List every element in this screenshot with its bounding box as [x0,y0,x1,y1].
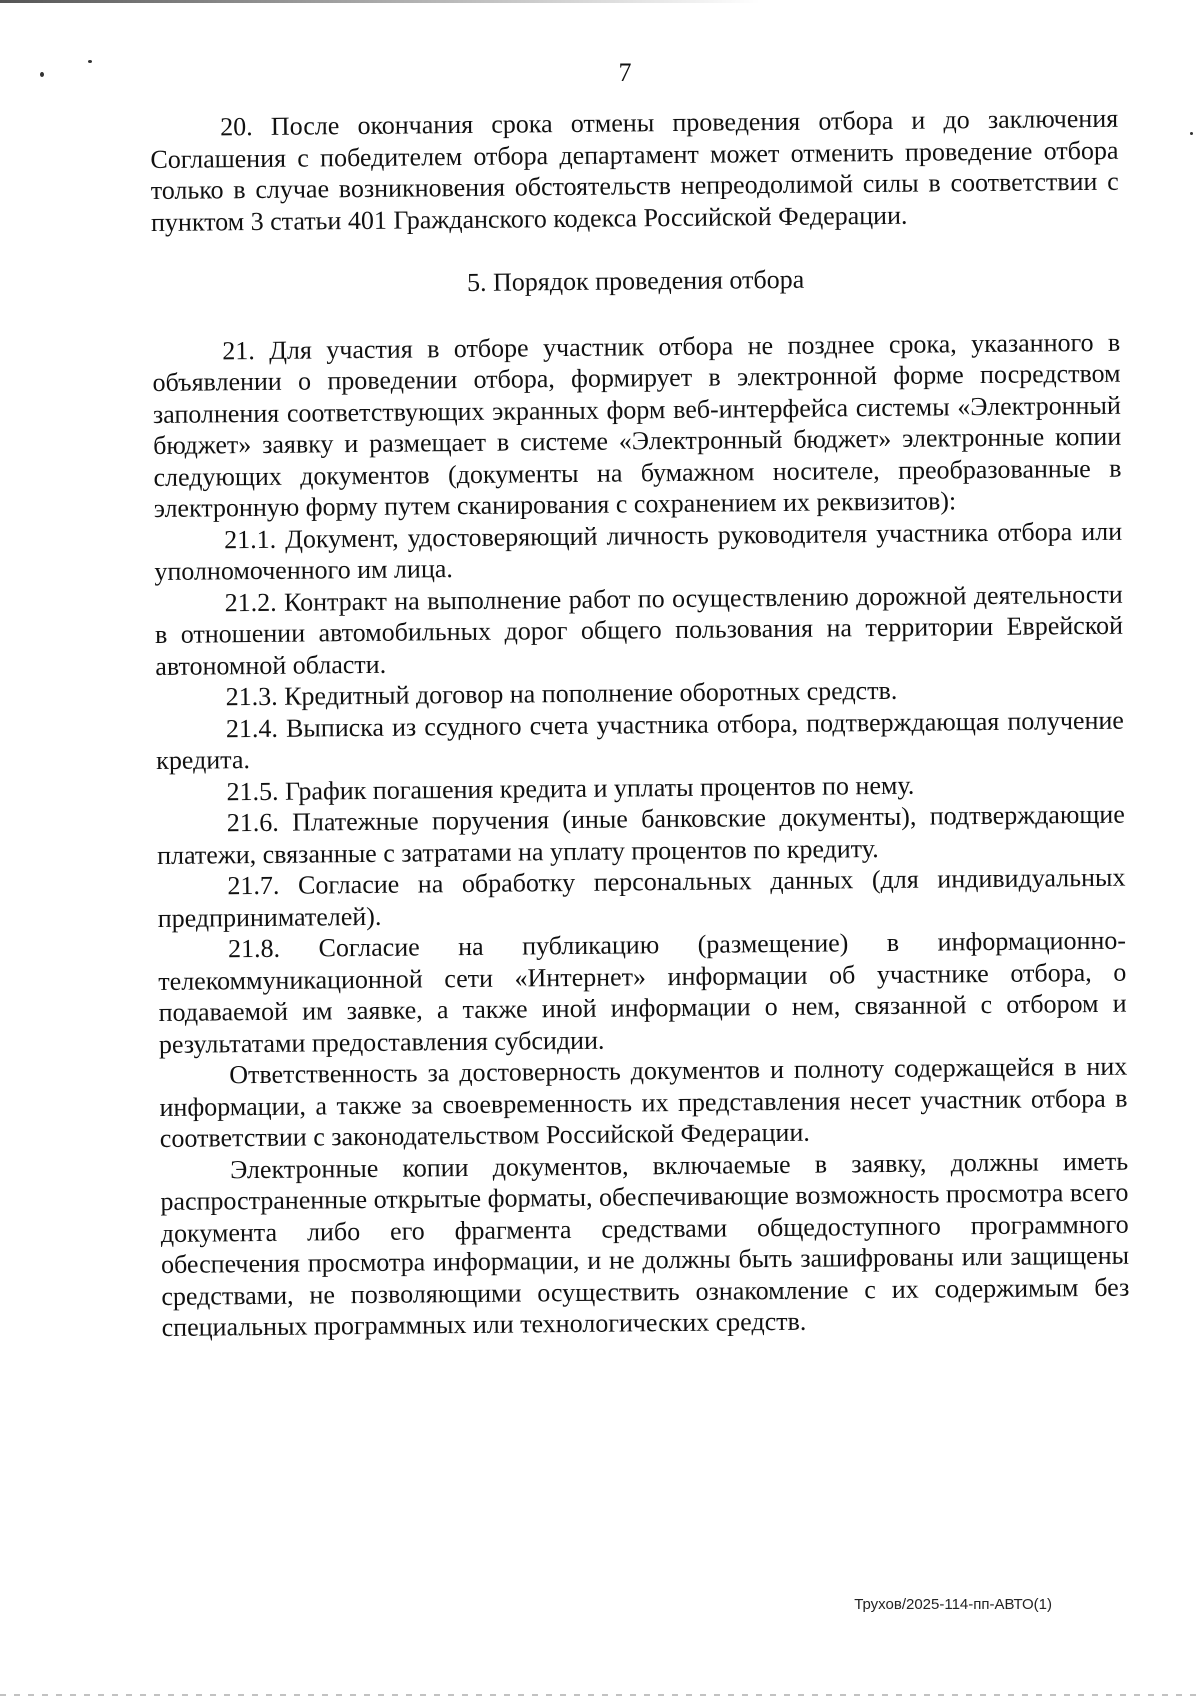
scan-edge-bottom [0,1694,1200,1696]
paragraph-21-1: 21.1. Документ, удостоверяющий личность руководителя участника отбора или уполномоченного им лица. [154,516,1123,586]
paragraph-21-2: 21.2. Контракт на выполнение работ по осуществлению дорожной деятельности в отношении автомобильных дорог общего пользования на территории Еврейской автономной области. [154,579,1124,681]
paragraph-20: 20. После окончания срока отмены проведения отбора и до заключения Соглашения с победителем отбора департамент может отменить проведение отбора только в случае возникновения обстоятельств непреодолимой силы в соответствии с пунктом 3 статьи 401 Гражданского кодекса Российской Федерации. [150,103,1119,237]
paragraph-21-6: 21.6. Платежные поручения (иные банковские документы), подтверждающие платежи, связанные с затратами на уплату процентов по кредиту. [156,799,1125,870]
paragraph-21-4: 21.4. Выписка из ссудного счета участника отбора, подтверждающая получение кредита. [156,705,1125,775]
paragraph-21-8: 21.8. Согласие на публикацию (размещение) в информационно-телекоммуникационной сети «Интернет» информации об участнике отбора, о подаваемой им заявке, а также иной информации о нем, связанной с отбором и результатами предоставления субсидии. [158,925,1127,1059]
document-body [150,103,1130,1344]
paragraph-21-7: 21.7. Согласие на обработку персональных данных (для индивидуальных предпринимателей). [157,862,1126,933]
scan-edge-top [0,0,760,3]
scan-speck [1190,132,1193,135]
paragraph-responsibility: Ответственность за достоверность документов и полноту содержащейся в них информации, а также за своевременность их представления несет участник отбора в соответствии с законодательством Российской Федерации. [159,1051,1128,1153]
paragraph-21-5: 21.5. График погашения кредита и уплаты процентов по нему. [226,770,915,806]
document-footer-code: Трухов/2025-114-пп-АВТО(1) [854,1596,1052,1613]
paragraph-21: 21. Для участия в отборе участник отбора не позднее срока, указанного в объявлении о проведении отбора, формирует в электронной форме посредством заполнения соответствующих экранных форм веб-интерфейса системы «Электронный бюджет» заявку и размещает в системе «Электронный бюджет» электронные копии следующих документов (документы на бумажном носителе, преобразованные в электронную форму путем сканирования с сохранением их реквизитов): [152,327,1122,523]
paragraph-electronic-copies: Электронные копии документов, включаемые в заявку, должны иметь распространенные открытые форматы, обеспечивающие возможность просмотра всего документа либо его фрагмента средствами общедоступного программного обеспечения просмотра информации, и не должны быть зашифрованы или защищены средствами, не позволяющими осуществить ознакомление с их содержимым без специальных программных или технологических средств. [160,1146,1130,1342]
section-heading: 5. Порядок проведения отбора [466,264,805,297]
page-number: 7 [618,58,632,87]
paragraph-21-3: 21.3. Кредитный договор на пополнение оборотных средств. [225,675,898,712]
